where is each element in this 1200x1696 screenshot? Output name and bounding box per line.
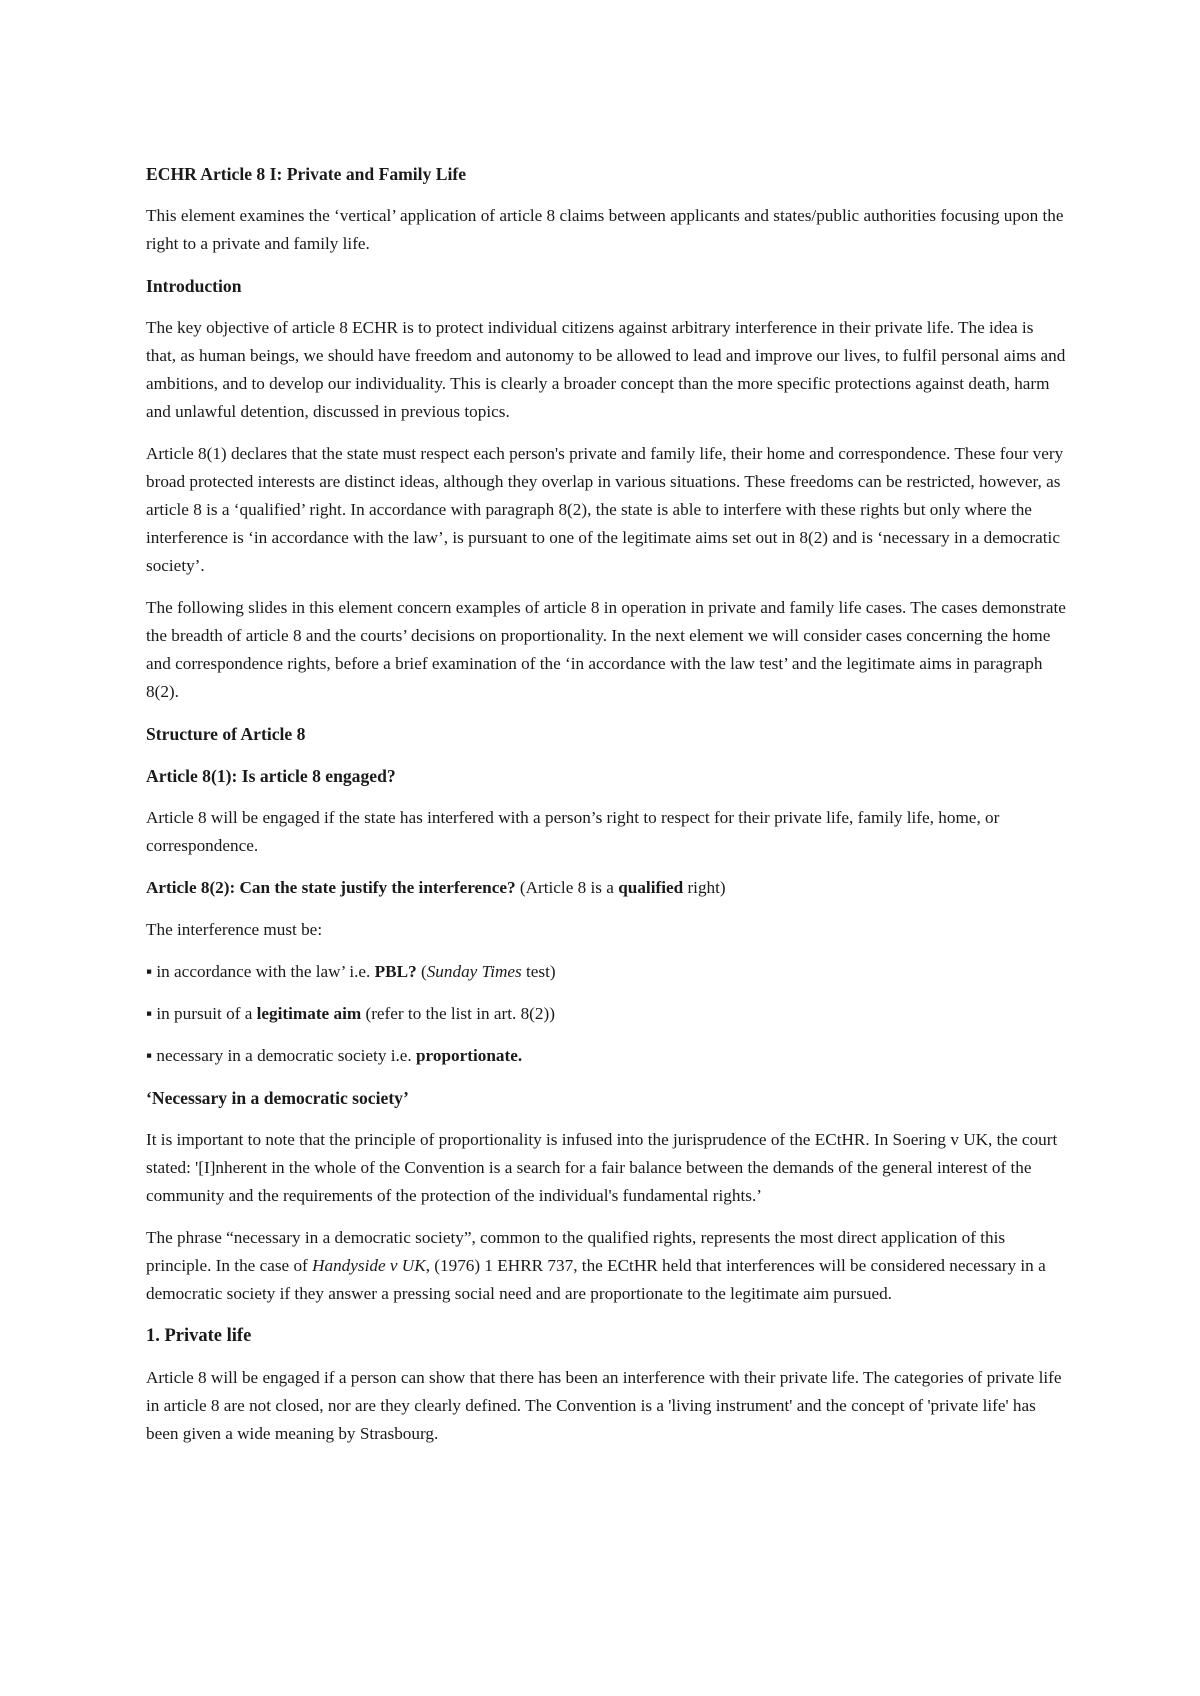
document-title: ECHR Article 8 I: Private and Family Life [146,164,467,184]
article-8-1-heading: Article 8(1): Is article 8 engaged? [146,766,396,786]
necessary-paragraph-2 [146,1224,1066,1308]
bullet-1-end: test) [521,962,556,981]
private-life-heading: 1. Private life [146,1326,252,1346]
necessary-paragraph-1: It is important to note that the principle of proportionality is infused into the jurisprudence of the ECtHR. In Soering v UK, the court stated: '[I]nherent in the whole of the Convention is a search for a fair balance between the demands of the general interest of the community and the requirements of the protection of the individual's fundamental rights.’ [146,1130,1058,1205]
list-item [146,958,1066,986]
document-page [146,160,1066,1462]
bullet-icon: ▪ [146,1004,153,1023]
necessary-p2-b: , (1976) 1 EHRR 737, the ECtHR held that interferences will be considered necessary in a democratic society if they answer a pressing social need and are proportionate to the legitimate aim pursued. [146,1256,1046,1303]
necessary-p2-a: The phrase “necessary in a democratic society”, common to the qualified rights, represents the most direct application of this principle. In the case of [146,1228,1006,1275]
necessary-heading: ‘Necessary in a democratic society’ [146,1088,409,1108]
introduction-paragraph-3: The following slides in this element concern examples of article 8 in operation in private and family life cases. The cases demonstrate the breadth of article 8 and the courts’ decisions on proportionality. In the next element we will consider cases concerning the home and correspondence rights, before a brief examination of the ‘in accordance with the law test’ and the legitimate aims in paragraph 8(2). [146,598,1066,701]
bullet-3-text: necessary in a democratic society i.e. [152,1046,416,1065]
bullet-1-text: in accordance with the law’ i.e. [152,962,375,981]
bullet-1-paren: ( [416,962,427,981]
intro-paragraph: This element examines the ‘vertical’ application of article 8 claims between applicants and states/public authorities focusing upon the right to a private and family life. [146,206,1064,253]
bullet-icon: ▪ [146,962,153,981]
article-8-2-qualified: qualified [618,878,684,897]
introduction-heading: Introduction [146,276,242,296]
article-8-2-suffix-a: (Article 8 is a [515,878,619,897]
bullet-1-bold: PBL? [374,962,417,981]
introduction-paragraph-1: The key objective of article 8 ECHR is to protect individual citizens against arbitrary interference in their private life. The idea is that, as human beings, we should have freedom and autonomy to be allowed to lead and improve our lives, to fulfil personal aims and ambitions, and to develop our individuality. This is clearly a broader concept than the more specific protections against death, harm and unlawful detention, discussed in previous topics. [146,318,1066,421]
article-8-2-heading: Article 8(2): Can the state justify the interference? [146,878,516,897]
article-8-2-line [146,874,1066,902]
bullet-2-end: (refer to the list in art. 8(2)) [361,1004,555,1023]
interference-must-be: The interference must be: [146,920,323,939]
bullet-2-text: in pursuit of a [152,1004,257,1023]
private-life-paragraph-1: Article 8 will be engaged if a person can show that there has been an interference with their private life. The categories of private life in article 8 are not closed, nor are they clearly defined. The Convention is a 'living instrument' and the concept of 'private life' has been given a wide meaning by Strasbourg. [146,1368,1062,1443]
bullet-1-italic: Sunday Times [426,962,522,981]
article-8-2-suffix-b: right) [683,878,726,897]
case-name-handyside: Handyside v UK [312,1256,426,1275]
list-item [146,1000,1066,1028]
bullet-2-bold: legitimate aim [256,1004,362,1023]
list-item [146,1042,1066,1070]
bullet-3-bold: proportionate. [416,1046,523,1065]
introduction-paragraph-2: Article 8(1) declares that the state must respect each person's private and family life, their home and correspondence. These four very broad protected interests are distinct ideas, although they overlap in various situations. These freedoms can be restricted, however, as article 8 is a ‘qualified’ right. In accordance with paragraph 8(2), the state is able to interfere with these rights but only where the interference is ‘in accordance with the law’, is pursuant to one of the legitimate aims set out in 8(2) and is ‘necessary in a democratic society’. [146,444,1064,575]
bullet-icon: ▪ [146,1046,153,1065]
structure-heading: Structure of Article 8 [146,724,306,744]
article-8-1-text: Article 8 will be engaged if the state has interfered with a person’s right to respect for their private life, family life, home, or correspondence. [146,808,1000,855]
